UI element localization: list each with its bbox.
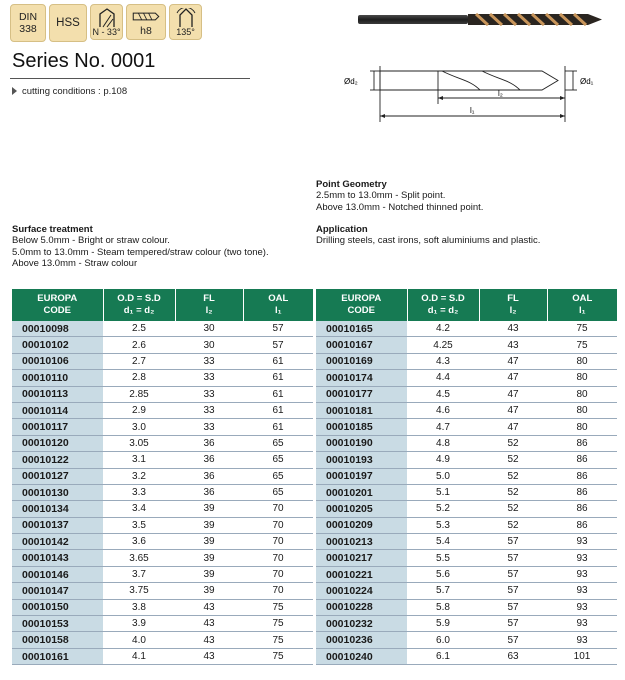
- od-cell: 3.75: [103, 583, 175, 599]
- header-line: OAL: [268, 293, 289, 304]
- od-cell: 4.9: [407, 452, 479, 468]
- od-cell: 3.8: [103, 599, 175, 615]
- col-header-od: [407, 289, 479, 321]
- header-line: CODE: [347, 305, 375, 316]
- od-cell: 4.1: [103, 648, 175, 664]
- table-row: [12, 616, 313, 632]
- od-cell: 2.8: [103, 370, 175, 386]
- fl-cell: 52: [479, 501, 547, 517]
- table-row: [316, 402, 617, 418]
- oal-cell: 75: [243, 599, 313, 615]
- header-line: l₂: [509, 305, 517, 316]
- oal-cell: 75: [243, 632, 313, 648]
- table-row: [12, 402, 313, 418]
- oal-cell: 101: [547, 648, 617, 664]
- table-row: [316, 550, 617, 566]
- od-cell: 5.8: [407, 599, 479, 615]
- fl-cell: 33: [175, 402, 243, 418]
- l1-label: l₁: [470, 106, 475, 115]
- header-line: EUROPA: [37, 293, 78, 304]
- tolerance-label: h8: [140, 25, 152, 37]
- surface-treatment-heading: Surface treatment: [12, 224, 93, 235]
- surface-treatment-line: Below 5.0mm - Bright or straw colour.: [12, 235, 170, 246]
- fl-cell: 52: [479, 517, 547, 533]
- od-cell: 4.4: [407, 370, 479, 386]
- od-cell: 3.4: [103, 501, 175, 517]
- title-divider: [10, 78, 250, 79]
- fl-cell: 63: [479, 648, 547, 664]
- table-row: [12, 484, 313, 500]
- table-row: [12, 632, 313, 648]
- europa-code-cell: 00010193: [316, 452, 407, 468]
- oal-cell: 61: [243, 370, 313, 386]
- table-row: [316, 468, 617, 484]
- europa-code-cell: 00010165: [316, 321, 407, 337]
- od-cell: 2.6: [103, 337, 175, 353]
- hss-badge: [49, 4, 87, 42]
- fl-cell: 52: [479, 435, 547, 451]
- oal-cell: 57: [243, 321, 313, 337]
- point-geometry-line: Above 13.0mm - Notched thinned point.: [316, 201, 484, 213]
- oal-cell: 61: [243, 402, 313, 418]
- fl-cell: 43: [175, 632, 243, 648]
- twist-drill-icon: [129, 8, 163, 25]
- col-header-code: [12, 289, 103, 321]
- table-row: [316, 648, 617, 664]
- drill-bit-image: [356, 6, 606, 32]
- col-header-oal: [547, 289, 617, 321]
- od-cell: 3.5: [103, 517, 175, 533]
- arrow-right-icon: [12, 87, 17, 95]
- fl-cell: 57: [479, 599, 547, 615]
- fl-cell: 57: [479, 534, 547, 550]
- din-badge: [10, 4, 46, 42]
- europa-code-cell: 00010113: [12, 386, 103, 402]
- europa-code-cell: 00010185: [316, 419, 407, 435]
- table-row: [12, 501, 313, 517]
- od-cell: 3.6: [103, 534, 175, 550]
- od-cell: 2.9: [103, 402, 175, 418]
- od-cell: 5.0: [407, 468, 479, 484]
- fl-cell: 47: [479, 370, 547, 386]
- fl-cell: 43: [175, 648, 243, 664]
- fl-cell: 39: [175, 566, 243, 582]
- table-row: [12, 550, 313, 566]
- oal-cell: 75: [243, 648, 313, 664]
- point-angle-badge: [169, 4, 202, 40]
- oal-cell: 65: [243, 484, 313, 500]
- point-angle-label: 135°: [176, 27, 195, 37]
- col-header-od: [103, 289, 175, 321]
- table-row: [316, 599, 617, 615]
- europa-code-cell: 00010161: [12, 648, 103, 664]
- od-cell: 6.1: [407, 648, 479, 664]
- table-row: [316, 370, 617, 386]
- fl-cell: 47: [479, 353, 547, 369]
- od-cell: 4.8: [407, 435, 479, 451]
- cutting-conditions-text: cutting conditions : p.108: [22, 86, 128, 97]
- table-row: [12, 583, 313, 599]
- drill-dimension-diagram: [330, 58, 610, 130]
- table-row: [12, 386, 313, 402]
- europa-code-cell: 00010224: [316, 583, 407, 599]
- europa-code-cell: 00010142: [12, 534, 103, 550]
- oal-cell: 75: [243, 616, 313, 632]
- header-line: EUROPA: [341, 293, 382, 304]
- table-row: [316, 566, 617, 582]
- europa-code-cell: 00010114: [12, 402, 103, 418]
- table-row: [316, 386, 617, 402]
- table-row: [12, 534, 313, 550]
- oal-cell: 65: [243, 468, 313, 484]
- spec-table-right: [316, 289, 617, 665]
- europa-code-cell: 00010134: [12, 501, 103, 517]
- fl-cell: 43: [479, 321, 547, 337]
- table-header-row: [316, 289, 617, 321]
- header-line: FL: [507, 293, 519, 304]
- spec-table-left: [12, 289, 313, 665]
- point-geometry-heading: Point Geometry: [316, 179, 387, 190]
- table-row: [12, 353, 313, 369]
- fl-cell: 36: [175, 468, 243, 484]
- od-cell: 6.0: [407, 632, 479, 648]
- od-cell: 5.3: [407, 517, 479, 533]
- europa-code-cell: 00010106: [12, 353, 103, 369]
- europa-code-cell: 00010167: [316, 337, 407, 353]
- oal-cell: 80: [547, 386, 617, 402]
- fl-cell: 43: [175, 599, 243, 615]
- od-cell: 3.65: [103, 550, 175, 566]
- table-row: [12, 452, 313, 468]
- table-row: [316, 534, 617, 550]
- oal-cell: 93: [547, 550, 617, 566]
- od-cell: 3.1: [103, 452, 175, 468]
- fl-cell: 39: [175, 583, 243, 599]
- header-line: l₁: [578, 305, 586, 316]
- split-type-label: N - 33°: [92, 27, 121, 37]
- hss-label: HSS: [56, 17, 80, 29]
- europa-code-cell: 00010143: [12, 550, 103, 566]
- table-row: [316, 583, 617, 599]
- europa-code-cell: 00010209: [316, 517, 407, 533]
- oal-cell: 93: [547, 583, 617, 599]
- europa-code-cell: 00010158: [12, 632, 103, 648]
- split-point-drill-icon: [96, 8, 118, 28]
- fl-cell: 47: [479, 402, 547, 418]
- europa-code-cell: 00010147: [12, 583, 103, 599]
- header-line: CODE: [43, 305, 71, 316]
- od-cell: 4.2: [407, 321, 479, 337]
- fl-cell: 30: [175, 337, 243, 353]
- oal-cell: 61: [243, 353, 313, 369]
- fl-cell: 39: [175, 550, 243, 566]
- fl-cell: 52: [479, 452, 547, 468]
- oal-cell: 70: [243, 583, 313, 599]
- od-cell: 4.0: [103, 632, 175, 648]
- fl-cell: 36: [175, 452, 243, 468]
- od-cell: 5.6: [407, 566, 479, 582]
- table-row: [316, 501, 617, 517]
- table-row: [316, 419, 617, 435]
- header-line: O.D = S.D: [117, 293, 161, 304]
- fl-cell: 33: [175, 370, 243, 386]
- od-cell: 4.6: [407, 402, 479, 418]
- oal-cell: 75: [547, 321, 617, 337]
- europa-code-cell: 00010240: [316, 648, 407, 664]
- od-cell: 5.4: [407, 534, 479, 550]
- od-cell: 2.5: [103, 321, 175, 337]
- table-row: [12, 599, 313, 615]
- fl-cell: 52: [479, 484, 547, 500]
- fl-cell: 36: [175, 435, 243, 451]
- fl-cell: 39: [175, 501, 243, 517]
- table-row: [12, 337, 313, 353]
- table-row: [316, 484, 617, 500]
- od-cell: 4.7: [407, 419, 479, 435]
- fl-cell: 33: [175, 353, 243, 369]
- application-heading: Application: [316, 224, 368, 235]
- europa-code-cell: 00010098: [12, 321, 103, 337]
- europa-code-cell: 00010127: [12, 468, 103, 484]
- od-cell: 3.0: [103, 419, 175, 435]
- od-cell: 2.85: [103, 386, 175, 402]
- oal-cell: 61: [243, 419, 313, 435]
- oal-cell: 80: [547, 370, 617, 386]
- fl-cell: 57: [479, 632, 547, 648]
- od-cell: 5.1: [407, 484, 479, 500]
- od-cell: 5.2: [407, 501, 479, 517]
- point-geometry-line: 2.5mm to 13.0mm - Split point.: [316, 190, 446, 201]
- europa-code-cell: 00010122: [12, 452, 103, 468]
- oal-cell: 61: [243, 386, 313, 402]
- table-row: [316, 337, 617, 353]
- fl-cell: 43: [175, 616, 243, 632]
- oal-cell: 70: [243, 517, 313, 533]
- point-angle-icon: [175, 8, 197, 28]
- din-label: DIN: [18, 11, 38, 23]
- col-header-fl: [479, 289, 547, 321]
- table-row: [12, 468, 313, 484]
- od-cell: 5.5: [407, 550, 479, 566]
- split-type-badge: [90, 4, 123, 40]
- od-cell: 3.2: [103, 468, 175, 484]
- od1-label: Ød₁: [580, 77, 594, 86]
- fl-cell: 52: [479, 468, 547, 484]
- oal-cell: 86: [547, 517, 617, 533]
- fl-cell: 47: [479, 419, 547, 435]
- oal-cell: 86: [547, 435, 617, 451]
- oal-cell: 70: [243, 501, 313, 517]
- oal-cell: 57: [243, 337, 313, 353]
- od2-label: Ød₂: [344, 77, 358, 86]
- header-line: l₂: [205, 305, 213, 316]
- europa-code-cell: 00010169: [316, 353, 407, 369]
- oal-cell: 65: [243, 452, 313, 468]
- table-body: [12, 321, 313, 665]
- col-header-oal: [243, 289, 313, 321]
- fl-cell: 57: [479, 566, 547, 582]
- europa-code-cell: 00010205: [316, 501, 407, 517]
- table-row: [316, 435, 617, 451]
- fl-cell: 30: [175, 321, 243, 337]
- oal-cell: 93: [547, 616, 617, 632]
- surface-treatment-section: [12, 224, 269, 270]
- europa-code-cell: 00010153: [12, 616, 103, 632]
- od-cell: 4.25: [407, 337, 479, 353]
- table-row: [12, 370, 313, 386]
- europa-code-cell: 00010201: [316, 484, 407, 500]
- europa-code-cell: 00010181: [316, 402, 407, 418]
- europa-code-cell: 00010177: [316, 386, 407, 402]
- oal-cell: 86: [547, 468, 617, 484]
- oal-cell: 80: [547, 353, 617, 369]
- od-cell: 4.5: [407, 386, 479, 402]
- surface-treatment-line: 5.0mm to 13.0mm - Steam tempered/straw colour (two tone).: [12, 246, 269, 258]
- oal-cell: 86: [547, 484, 617, 500]
- tolerance-badge: [126, 4, 166, 40]
- fl-cell: 57: [479, 550, 547, 566]
- col-header-fl: [175, 289, 243, 321]
- table-row: [316, 353, 617, 369]
- europa-code-cell: 00010190: [316, 435, 407, 451]
- point-geometry-section: [316, 179, 483, 213]
- fl-cell: 47: [479, 386, 547, 402]
- table-row: [316, 632, 617, 648]
- din-number: 338: [19, 23, 37, 35]
- fl-cell: 43: [479, 337, 547, 353]
- l2-label: l₂: [498, 89, 503, 98]
- col-header-code: [316, 289, 407, 321]
- page-title: Series No. 0001: [12, 50, 156, 72]
- cutting-conditions-link[interactable]: [12, 86, 127, 97]
- europa-code-cell: 00010137: [12, 517, 103, 533]
- oal-cell: 65: [243, 435, 313, 451]
- europa-code-cell: 00010197: [316, 468, 407, 484]
- europa-code-cell: 00010120: [12, 435, 103, 451]
- europa-code-cell: 00010221: [316, 566, 407, 582]
- table-row: [12, 435, 313, 451]
- od-cell: 3.3: [103, 484, 175, 500]
- europa-code-cell: 00010150: [12, 599, 103, 615]
- europa-code-cell: 00010146: [12, 566, 103, 582]
- header-line: d₁ = d₂: [123, 305, 155, 316]
- europa-code-cell: 00010217: [316, 550, 407, 566]
- fl-cell: 39: [175, 534, 243, 550]
- table-row: [12, 321, 313, 337]
- spec-badges: [10, 4, 202, 42]
- table-row: [316, 616, 617, 632]
- header-line: d₁ = d₂: [427, 305, 459, 316]
- oal-cell: 80: [547, 419, 617, 435]
- fl-cell: 39: [175, 517, 243, 533]
- od-cell: 5.9: [407, 616, 479, 632]
- table-row: [316, 452, 617, 468]
- oal-cell: 80: [547, 402, 617, 418]
- fl-cell: 57: [479, 616, 547, 632]
- table-header-row: [12, 289, 313, 321]
- europa-code-cell: 00010110: [12, 370, 103, 386]
- europa-code-cell: 00010174: [316, 370, 407, 386]
- table-row: [12, 419, 313, 435]
- europa-code-cell: 00010102: [12, 337, 103, 353]
- application-line: Drilling steels, cast irons, soft aluminiums and plastic.: [316, 235, 541, 246]
- oal-cell: 70: [243, 534, 313, 550]
- europa-code-cell: 00010232: [316, 616, 407, 632]
- oal-cell: 93: [547, 599, 617, 615]
- od-cell: 3.05: [103, 435, 175, 451]
- fl-cell: 33: [175, 386, 243, 402]
- oal-cell: 75: [547, 337, 617, 353]
- oal-cell: 86: [547, 452, 617, 468]
- header-line: l₁: [274, 305, 282, 316]
- oal-cell: 93: [547, 534, 617, 550]
- europa-code-cell: 00010130: [12, 484, 103, 500]
- oal-cell: 70: [243, 566, 313, 582]
- application-section: [316, 224, 540, 247]
- fl-cell: 36: [175, 484, 243, 500]
- table-row: [316, 517, 617, 533]
- table-row: [12, 517, 313, 533]
- fl-cell: 57: [479, 583, 547, 599]
- od-cell: 3.7: [103, 566, 175, 582]
- oal-cell: 70: [243, 550, 313, 566]
- table-row: [12, 648, 313, 664]
- fl-cell: 33: [175, 419, 243, 435]
- surface-treatment-line: Above 13.0mm - Straw colour: [12, 258, 138, 269]
- oal-cell: 93: [547, 632, 617, 648]
- oal-cell: 86: [547, 501, 617, 517]
- oal-cell: 93: [547, 566, 617, 582]
- europa-code-cell: 00010213: [316, 534, 407, 550]
- europa-code-cell: 00010117: [12, 419, 103, 435]
- header-line: O.D = S.D: [421, 293, 465, 304]
- europa-code-cell: 00010228: [316, 599, 407, 615]
- table-body: [316, 321, 617, 665]
- table-row: [316, 321, 617, 337]
- od-cell: 2.7: [103, 353, 175, 369]
- header-line: FL: [203, 293, 215, 304]
- table-row: [12, 566, 313, 582]
- od-cell: 3.9: [103, 616, 175, 632]
- header-line: OAL: [572, 293, 593, 304]
- europa-code-cell: 00010236: [316, 632, 407, 648]
- od-cell: 5.7: [407, 583, 479, 599]
- od-cell: 4.3: [407, 353, 479, 369]
